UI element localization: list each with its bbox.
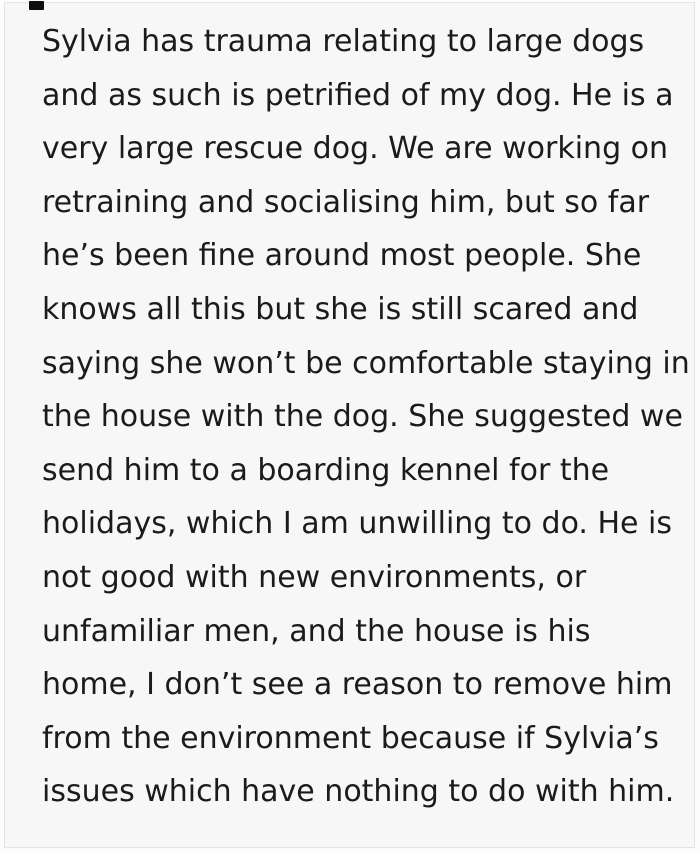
quote-line: the house with the dog. She suggested we [42, 399, 683, 435]
cropped-content-artifact [29, 1, 44, 10]
quote-card [4, 2, 695, 848]
quote-line: saying she won’t be comfortable staying in [42, 345, 690, 381]
quote-line: knows all this but she is still scared and [42, 291, 639, 327]
quote-line: and as such is petrified of my dog. He is a [42, 77, 674, 113]
quote-line: unfamiliar men, and the house is his [42, 613, 591, 649]
quote-line: home, I don’t see a reason to remove him [42, 667, 673, 703]
quote-text-block [5, 3, 694, 819]
quote-line: he’s been fine around most people. She [42, 238, 642, 274]
quote-line: from the environment because if Sylvia’s [42, 720, 659, 756]
quote-line: holidays, which I am unwilling to do. He is [42, 506, 672, 542]
quote-line: very large rescue dog. We are working on [42, 131, 669, 167]
quote-line: retraining and socialising him, but so far [42, 184, 650, 220]
quote-line: send him to a boarding kennel for the [42, 452, 610, 488]
quote-line: Sylvia has trauma relating to large dogs [42, 24, 645, 59]
quote-line: issues which have nothing to do with him. [42, 774, 675, 810]
quote-line: not good with new environments, or [42, 559, 587, 595]
